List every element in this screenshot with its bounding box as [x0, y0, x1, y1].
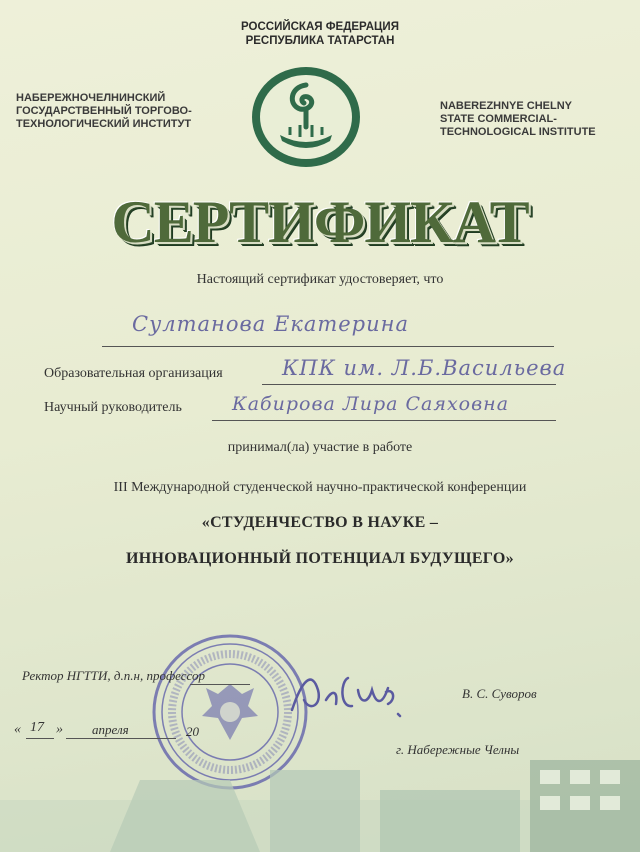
date-day: 17	[30, 720, 44, 735]
organization-value: КПК им. Л.Б.Васильева	[282, 356, 567, 380]
date-close-quote: »	[56, 722, 63, 737]
organization-label: Образовательная организация	[44, 366, 223, 381]
institute-logo-icon	[250, 65, 362, 169]
conference-title-line2: ИННОВАЦИОННЫЙ ПОТЕНЦИАЛ БУДУЩЕГО»	[126, 550, 514, 567]
signature-line	[190, 684, 250, 685]
conference-title-line1: «СТУДЕНЧЕСТВО В НАУКЕ –	[201, 514, 439, 531]
building-illustration-icon	[0, 760, 640, 852]
date-month-line	[66, 738, 176, 739]
supervisor-label: Научный руководитель	[44, 400, 182, 415]
rector-position: Ректор НГТТИ, д.п.н, профессор	[22, 668, 205, 683]
city-label: г. Набережные Челны	[396, 742, 520, 757]
recipient-line	[102, 346, 554, 347]
country-label: РОССИЙСКАЯ ФЕДЕРАЦИЯ	[241, 21, 399, 33]
date-month: апреля	[92, 722, 129, 737]
handwritten-signature-icon	[282, 660, 422, 730]
date-open-quote: «	[14, 722, 21, 737]
supervisor-line	[212, 420, 556, 421]
certificate-title: СЕРТИФИКАТ	[111, 189, 529, 255]
certifies-text: Настоящий сертификат удостоверяет, что	[196, 272, 444, 287]
institute-name-ru: НАБЕРЕЖНОЧЕЛНИНСКИЙ ГОСУДАРСТВЕННЫЙ ТОРГОВО- ТЕХНОЛОГИЧЕСКИЙ ИНСТИТУТ	[16, 92, 192, 130]
supervisor-value: Кабирова Лира Саяховна	[232, 393, 510, 415]
republic-label: РЕСПУБЛИКА ТАТАРСТАН	[245, 35, 395, 47]
institute-name-en: NABEREZHNYE CHELNY STATE COMMERCIAL- TECHNOLOGICAL INSTITUTE	[440, 100, 596, 138]
date-year: 20	[186, 724, 199, 739]
conference-text: III Международной студенческой научно-практической конференции	[113, 480, 527, 495]
date-day-line	[26, 738, 54, 739]
participated-text: принимал(ла) участие в работе	[227, 440, 413, 455]
recipient-name: Султанова Екатерина	[132, 312, 409, 336]
rector-name: В. С. Суворов	[462, 686, 537, 701]
organization-line	[262, 384, 556, 385]
